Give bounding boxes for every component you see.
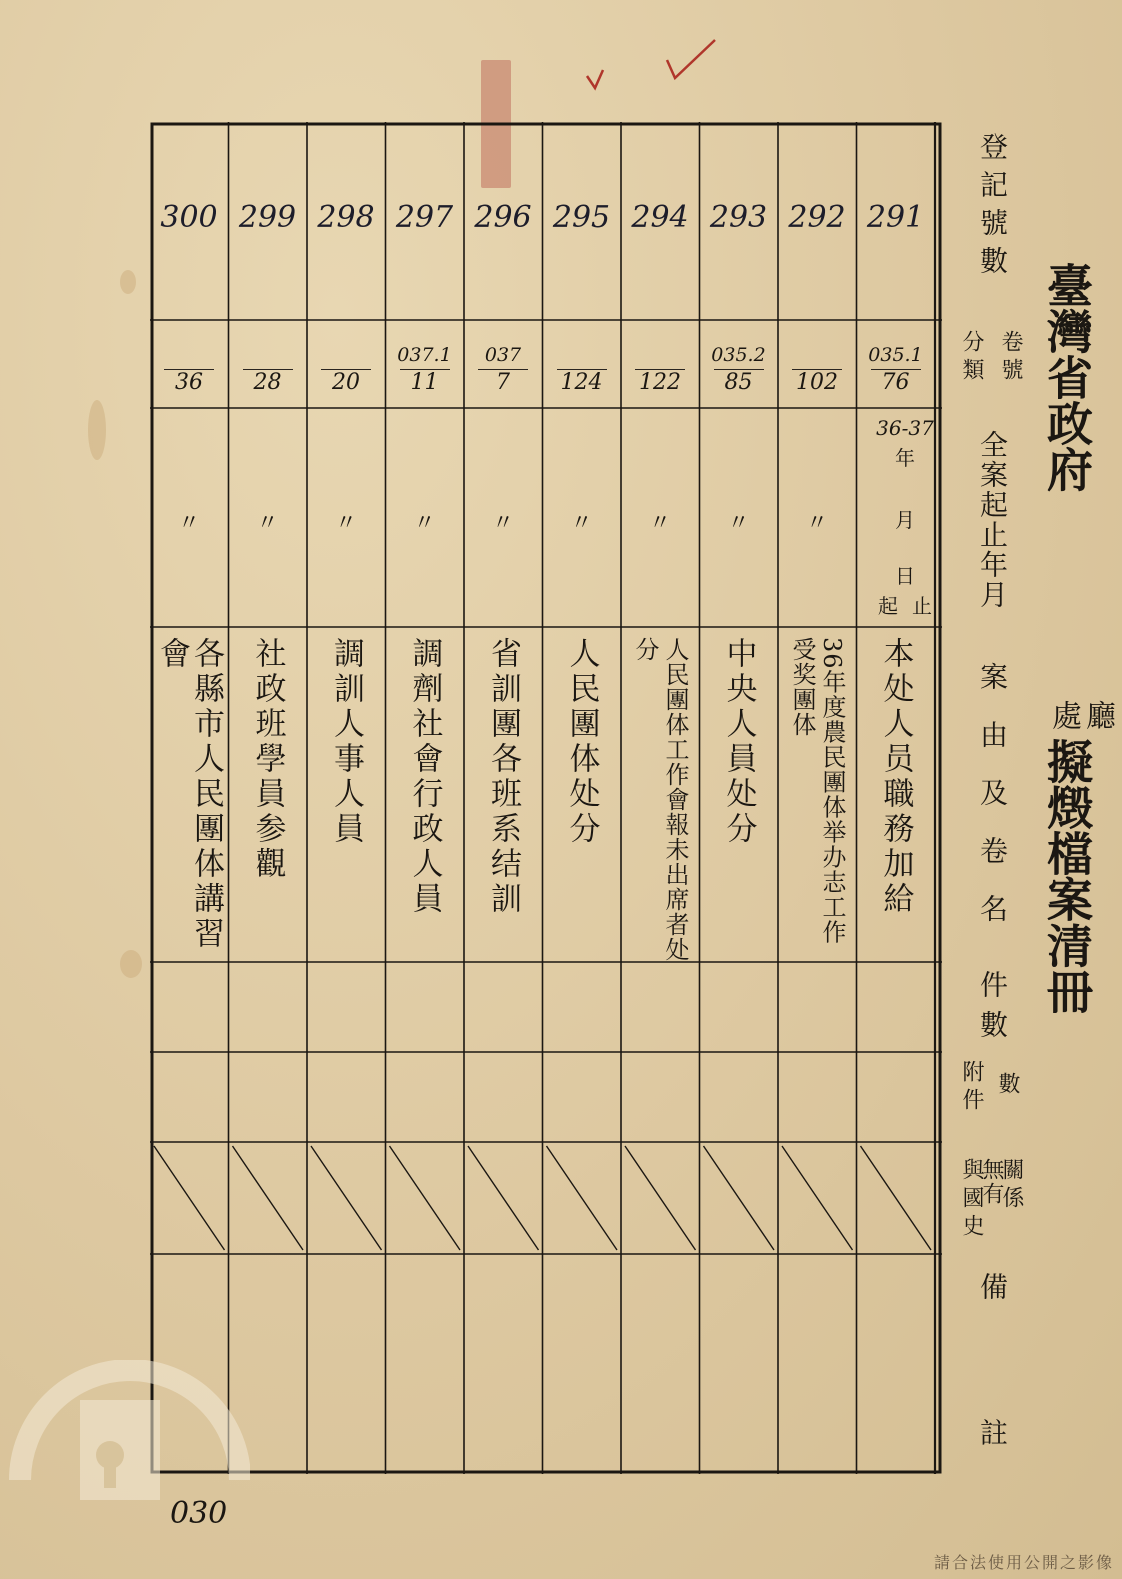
ditto-mark: 〃 [334, 511, 357, 536]
subject-text: 36年度農民團体举办志工作受奖團体 [788, 637, 846, 945]
subject-text: 中央人員处分 [720, 637, 757, 847]
header-remarks-bottom: 註 [976, 1418, 1009, 1456]
header-count: 件數 [976, 970, 1009, 1050]
record-column [778, 122, 856, 1474]
paper-stain [120, 270, 136, 294]
reg-number: 298 [317, 200, 375, 235]
volume-number: 122 [639, 370, 681, 395]
subject-cell [307, 637, 385, 967]
class-code: 035.2 [711, 344, 766, 366]
volume-number: 124 [560, 370, 603, 395]
volume-number: 36 [175, 370, 203, 395]
period-month-label: 月 [895, 508, 915, 532]
subject-cell [464, 637, 542, 967]
header-attach-right: 數 [995, 1072, 1020, 1100]
volume-number: 76 [881, 370, 910, 395]
subject-cell [150, 637, 228, 967]
period-start-label: 起 [878, 594, 898, 618]
class-code: 037 [484, 344, 522, 366]
period-year-label: 年 [895, 446, 915, 470]
reg-number: 296 [474, 200, 532, 235]
archive-watermark-logo [0, 1360, 250, 1510]
paper-stain [120, 950, 142, 978]
subject-text: 人民團体处分 [563, 637, 600, 847]
ditto-mark: 〃 [413, 511, 436, 536]
reg-number: 291 [866, 200, 925, 235]
volume-number: 20 [332, 370, 360, 395]
first-row-period: 36-37 [876, 416, 934, 440]
ditto-mark: 〃 [648, 511, 671, 536]
subject-cell [621, 637, 699, 967]
reg-number: 292 [788, 200, 846, 235]
header-reg-no: 登記號數 [976, 132, 1009, 284]
header-attach-left: 附件 [959, 1060, 984, 1116]
record-column [543, 122, 621, 1474]
office-label-bottom: 處 [1046, 700, 1081, 736]
ledger-table [150, 122, 1024, 1474]
subject-text: 各縣市人民團体講習會 [154, 637, 224, 952]
period-day-label: 日 [895, 564, 915, 588]
ditto-mark: 〃 [570, 511, 593, 536]
volume-number: 7 [496, 370, 510, 395]
header-class-no-top: 卷號 [998, 330, 1023, 386]
reg-number: 299 [238, 200, 297, 235]
ditto-mark: 〃 [491, 511, 514, 536]
header-relation-right-top: 無有 [979, 1158, 1004, 1206]
volume-number: 85 [724, 370, 753, 395]
record-column [464, 122, 542, 1474]
subject-cell [543, 637, 621, 967]
header-remarks-top: 備 [976, 1272, 1009, 1310]
header-relation-right: 關係 [999, 1158, 1024, 1214]
page-number: 030 [170, 1496, 228, 1531]
office-label [1046, 700, 1114, 736]
reg-number: 293 [709, 200, 768, 235]
period-end-label: 止 [912, 594, 932, 618]
ditto-mark: 〃 [805, 511, 828, 536]
subject-text: 人民團体工作會報未出席者处分 [631, 637, 689, 962]
subject-text: 省訓團各班系结訓 [485, 637, 521, 917]
class-code: 035.1 [868, 344, 923, 366]
footer-notice: 請合法使用公開之影像 [933, 1553, 1114, 1572]
reg-number: 295 [552, 200, 611, 235]
record-column [150, 122, 228, 1474]
header-subject: 案由及卷名 [976, 662, 1009, 952]
record-column [386, 122, 464, 1474]
document-subtitle: 擬燬檔案清冊 [1040, 738, 1094, 1014]
subject-text: 社政班學員参觀 [249, 637, 286, 882]
reg-number: 300 [160, 200, 218, 235]
subject-cell [229, 637, 307, 967]
subject-text: 調訓人事人員 [328, 637, 364, 847]
ditto-mark: 〃 [256, 511, 279, 536]
subject-cell [700, 637, 778, 967]
reg-number: 294 [631, 200, 689, 235]
record-column [857, 122, 935, 1474]
ditto-mark: 〃 [727, 511, 750, 536]
record-column [621, 122, 699, 1474]
document-title: 臺灣省政府 [1040, 262, 1094, 492]
check-marks [585, 38, 725, 98]
header-relation-left: 與國史 [959, 1158, 984, 1242]
volume-number: 11 [410, 370, 439, 395]
reg-number: 297 [395, 200, 454, 235]
class-code: 037.1 [397, 344, 452, 366]
ditto-mark: 〃 [177, 511, 200, 536]
record-column [229, 122, 307, 1474]
paper-stain [88, 400, 106, 460]
header-class-no-bottom: 分類 [959, 330, 984, 386]
volume-number: 102 [796, 370, 838, 395]
subject-cell [857, 637, 935, 967]
subject-cell [386, 637, 464, 967]
subject-cell [778, 637, 856, 967]
volume-number: 28 [253, 370, 282, 395]
office-label-top: 廳 [1080, 700, 1115, 736]
record-column [700, 122, 778, 1474]
subject-text: 調劑社會行政人員 [406, 637, 443, 917]
subject-text: 本处人员職務加給 [877, 637, 914, 917]
period-cell-first [868, 412, 942, 617]
record-column [307, 122, 385, 1474]
header-period: 全案起止年月 [976, 430, 1009, 610]
